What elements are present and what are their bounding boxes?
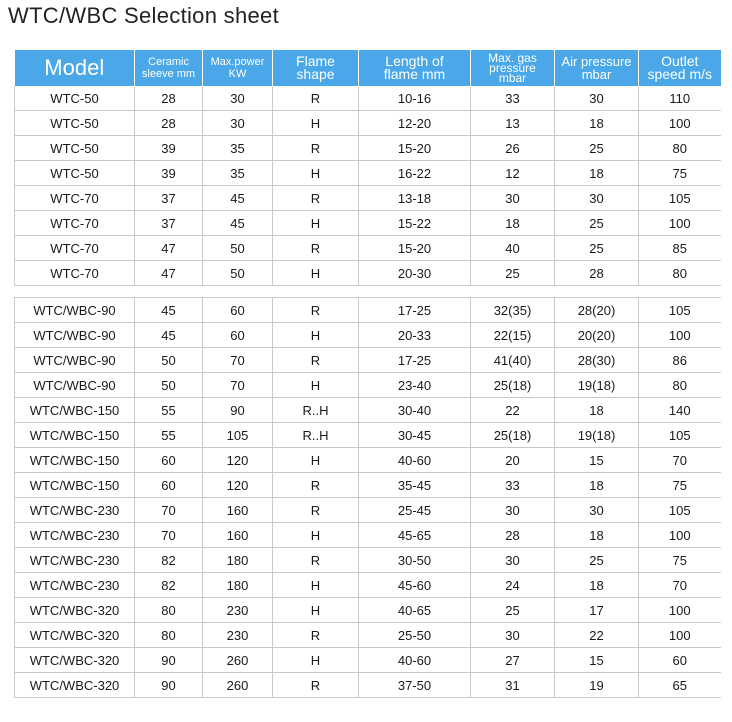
table-row xyxy=(15,261,721,286)
cell-outlet-speed: 110 xyxy=(639,86,721,111)
cell-outlet-speed: 75 xyxy=(639,161,721,186)
header-ceramic-line1: Ceramic xyxy=(148,56,189,68)
cell-flame-length: 30-45 xyxy=(359,423,471,448)
header-flame-length-line1: Length of xyxy=(385,53,444,69)
cell-flame-length: 15-22 xyxy=(359,211,471,236)
header-gas-line3: mbar xyxy=(498,71,527,85)
selection-table-container xyxy=(14,50,720,698)
cell-outlet-speed: 100 xyxy=(639,323,721,348)
cell-flame-shape: H xyxy=(273,211,359,236)
cell-flame-shape: R xyxy=(273,86,359,111)
cell-max-power: 160 xyxy=(203,523,273,548)
cell-flame-shape: H xyxy=(273,598,359,623)
header-outlet-line1: Outlet xyxy=(661,53,699,69)
cell-flame-shape: R..H xyxy=(273,423,359,448)
header-gas-line2: pressure xyxy=(489,61,536,75)
cell-flame-length: 45-65 xyxy=(359,523,471,548)
cell-outlet-speed: 70 xyxy=(639,448,721,473)
cell-ceramic-sleeve: 50 xyxy=(135,348,203,373)
table-header xyxy=(15,50,721,86)
cell-model: WTC-70 xyxy=(15,261,135,286)
cell-flame-shape: R..H xyxy=(273,398,359,423)
cell-flame-shape: H xyxy=(273,323,359,348)
cell-max-power: 120 xyxy=(203,448,273,473)
cell-model: WTC-70 xyxy=(15,236,135,261)
cell-flame-shape: H xyxy=(273,261,359,286)
cell-flame-shape: H xyxy=(273,523,359,548)
cell-air-pressure: 18 xyxy=(555,398,639,423)
cell-flame-length: 45-60 xyxy=(359,573,471,598)
table-row xyxy=(15,136,721,161)
cell-ceramic-sleeve: 60 xyxy=(135,473,203,498)
cell-max-power: 90 xyxy=(203,398,273,423)
cell-flame-length: 40-60 xyxy=(359,448,471,473)
cell-gas-pressure: 13 xyxy=(471,111,555,136)
cell-outlet-speed: 80 xyxy=(639,261,721,286)
cell-flame-shape: R xyxy=(273,236,359,261)
cell-max-power: 35 xyxy=(203,161,273,186)
cell-max-power: 60 xyxy=(203,298,273,323)
cell-air-pressure: 28(20) xyxy=(555,298,639,323)
table-row xyxy=(15,673,721,698)
cell-ceramic-sleeve: 45 xyxy=(135,298,203,323)
cell-ceramic-sleeve: 39 xyxy=(135,136,203,161)
cell-gas-pressure: 33 xyxy=(471,473,555,498)
cell-ceramic-sleeve: 28 xyxy=(135,86,203,111)
cell-flame-shape: R xyxy=(273,673,359,698)
header-row xyxy=(15,50,721,86)
cell-gas-pressure: 22(15) xyxy=(471,323,555,348)
header-power-line2: KW xyxy=(228,68,247,80)
cell-outlet-speed: 100 xyxy=(639,598,721,623)
table-row xyxy=(15,423,721,448)
cell-gas-pressure: 30 xyxy=(471,186,555,211)
header-air-line1: Air pressure xyxy=(561,54,632,69)
cell-max-power: 260 xyxy=(203,648,273,673)
cell-air-pressure: 18 xyxy=(555,111,639,136)
cell-flame-length: 40-60 xyxy=(359,648,471,673)
table-row xyxy=(15,161,721,186)
table-row xyxy=(15,523,721,548)
table-row xyxy=(15,573,721,598)
header-flame-shape xyxy=(273,50,359,86)
cell-ceramic-sleeve: 80 xyxy=(135,623,203,648)
cell-outlet-speed: 80 xyxy=(639,373,721,398)
header-flame-length-line2: flame mm xyxy=(383,66,446,82)
table-row xyxy=(15,373,721,398)
header-gas-line1: Max. gas xyxy=(488,51,537,65)
cell-air-pressure: 17 xyxy=(555,598,639,623)
cell-model: WTC/WBC-150 xyxy=(15,473,135,498)
cell-flame-shape: R xyxy=(273,623,359,648)
table-row xyxy=(15,211,721,236)
cell-max-power: 160 xyxy=(203,498,273,523)
cell-air-pressure: 19(18) xyxy=(555,373,639,398)
cell-outlet-speed: 70 xyxy=(639,573,721,598)
header-power-line1: Max.power xyxy=(210,56,265,68)
cell-outlet-speed: 85 xyxy=(639,236,721,261)
cell-ceramic-sleeve: 70 xyxy=(135,523,203,548)
cell-flame-shape: H xyxy=(273,648,359,673)
cell-flame-length: 15-20 xyxy=(359,136,471,161)
cell-max-power: 70 xyxy=(203,348,273,373)
cell-model: WTC/WBC-230 xyxy=(15,573,135,598)
cell-gas-pressure: 25 xyxy=(471,598,555,623)
cell-outlet-speed: 65 xyxy=(639,673,721,698)
cell-model: WTC/WBC-320 xyxy=(15,673,135,698)
cell-ceramic-sleeve: 39 xyxy=(135,161,203,186)
cell-flame-shape: R xyxy=(273,498,359,523)
cell-flame-shape: R xyxy=(273,548,359,573)
cell-air-pressure: 19 xyxy=(555,673,639,698)
cell-max-power: 35 xyxy=(203,136,273,161)
cell-outlet-speed: 80 xyxy=(639,136,721,161)
cell-max-power: 230 xyxy=(203,598,273,623)
cell-gas-pressure: 24 xyxy=(471,573,555,598)
header-ceramic-sleeve xyxy=(135,50,203,86)
cell-ceramic-sleeve: 50 xyxy=(135,373,203,398)
cell-max-power: 50 xyxy=(203,261,273,286)
group-separator xyxy=(15,286,721,298)
cell-ceramic-sleeve: 80 xyxy=(135,598,203,623)
cell-air-pressure: 30 xyxy=(555,86,639,111)
cell-ceramic-sleeve: 82 xyxy=(135,573,203,598)
cell-model: WTC/WBC-150 xyxy=(15,398,135,423)
table-row xyxy=(15,236,721,261)
cell-max-power: 50 xyxy=(203,236,273,261)
table-row xyxy=(15,548,721,573)
cell-model: WTC-70 xyxy=(15,186,135,211)
cell-gas-pressure: 33 xyxy=(471,86,555,111)
cell-outlet-speed: 100 xyxy=(639,623,721,648)
cell-flame-length: 25-50 xyxy=(359,623,471,648)
cell-flame-length: 20-33 xyxy=(359,323,471,348)
cell-air-pressure: 28 xyxy=(555,261,639,286)
table-body xyxy=(15,86,721,698)
cell-ceramic-sleeve: 37 xyxy=(135,211,203,236)
group-separator-cell xyxy=(15,286,721,298)
header-outlet-speed xyxy=(639,50,721,86)
cell-flame-shape: H xyxy=(273,573,359,598)
cell-max-power: 180 xyxy=(203,573,273,598)
cell-model: WTC/WBC-230 xyxy=(15,498,135,523)
cell-gas-pressure: 27 xyxy=(471,648,555,673)
cell-model: WTC-50 xyxy=(15,161,135,186)
cell-max-power: 30 xyxy=(203,111,273,136)
cell-air-pressure: 30 xyxy=(555,186,639,211)
cell-gas-pressure: 30 xyxy=(471,623,555,648)
table-row xyxy=(15,498,721,523)
cell-flame-length: 13-18 xyxy=(359,186,471,211)
cell-max-power: 45 xyxy=(203,186,273,211)
table-row xyxy=(15,323,721,348)
cell-model: WTC/WBC-320 xyxy=(15,598,135,623)
cell-gas-pressure: 25 xyxy=(471,261,555,286)
cell-air-pressure: 18 xyxy=(555,573,639,598)
cell-gas-pressure: 20 xyxy=(471,448,555,473)
cell-ceramic-sleeve: 47 xyxy=(135,236,203,261)
table-row xyxy=(15,298,721,323)
cell-flame-shape: H xyxy=(273,373,359,398)
cell-air-pressure: 15 xyxy=(555,648,639,673)
cell-max-power: 60 xyxy=(203,323,273,348)
cell-model: WTC/WBC-150 xyxy=(15,423,135,448)
cell-model: WTC-50 xyxy=(15,111,135,136)
cell-outlet-speed: 75 xyxy=(639,473,721,498)
cell-air-pressure: 25 xyxy=(555,236,639,261)
cell-ceramic-sleeve: 28 xyxy=(135,111,203,136)
table-row xyxy=(15,111,721,136)
cell-outlet-speed: 86 xyxy=(639,348,721,373)
cell-model: WTC/WBC-320 xyxy=(15,648,135,673)
cell-model: WTC/WBC-90 xyxy=(15,298,135,323)
cell-flame-length: 25-45 xyxy=(359,498,471,523)
cell-air-pressure: 25 xyxy=(555,548,639,573)
cell-max-power: 45 xyxy=(203,211,273,236)
cell-flame-length: 17-25 xyxy=(359,348,471,373)
sheet-title: WTC/WBC Selection sheet xyxy=(8,3,279,28)
cell-outlet-speed: 140 xyxy=(639,398,721,423)
cell-air-pressure: 19(18) xyxy=(555,423,639,448)
cell-ceramic-sleeve: 55 xyxy=(135,423,203,448)
cell-flame-length: 15-20 xyxy=(359,236,471,261)
header-outlet-line2: speed m/s xyxy=(647,66,713,82)
cell-flame-length: 40-65 xyxy=(359,598,471,623)
table-row xyxy=(15,598,721,623)
table-row xyxy=(15,186,721,211)
cell-outlet-speed: 100 xyxy=(639,523,721,548)
cell-flame-shape: H xyxy=(273,111,359,136)
cell-model: WTC/WBC-90 xyxy=(15,323,135,348)
cell-flame-length: 30-40 xyxy=(359,398,471,423)
cell-air-pressure: 28(30) xyxy=(555,348,639,373)
cell-ceramic-sleeve: 37 xyxy=(135,186,203,211)
header-ceramic-line2: sleeve mm xyxy=(141,68,196,80)
cell-ceramic-sleeve: 90 xyxy=(135,673,203,698)
cell-gas-pressure: 22 xyxy=(471,398,555,423)
cell-outlet-speed: 105 xyxy=(639,186,721,211)
cell-model: WTC/WBC-230 xyxy=(15,523,135,548)
cell-gas-pressure: 31 xyxy=(471,673,555,698)
cell-air-pressure: 18 xyxy=(555,473,639,498)
cell-model: WTC/WBC-90 xyxy=(15,373,135,398)
cell-max-power: 230 xyxy=(203,623,273,648)
cell-flame-shape: R xyxy=(273,348,359,373)
table-row xyxy=(15,348,721,373)
cell-flame-length: 10-16 xyxy=(359,86,471,111)
header-gas-pressure xyxy=(471,50,555,86)
cell-ceramic-sleeve: 90 xyxy=(135,648,203,673)
cell-flame-shape: H xyxy=(273,161,359,186)
cell-ceramic-sleeve: 70 xyxy=(135,498,203,523)
cell-gas-pressure: 30 xyxy=(471,548,555,573)
cell-air-pressure: 30 xyxy=(555,498,639,523)
cell-model: WTC/WBC-320 xyxy=(15,623,135,648)
table-row xyxy=(15,86,721,111)
header-flame-shape-line2: shape xyxy=(296,66,335,82)
cell-air-pressure: 25 xyxy=(555,211,639,236)
cell-max-power: 70 xyxy=(203,373,273,398)
cell-air-pressure: 15 xyxy=(555,448,639,473)
cell-outlet-speed: 75 xyxy=(639,548,721,573)
cell-flame-length: 16-22 xyxy=(359,161,471,186)
cell-gas-pressure: 12 xyxy=(471,161,555,186)
selection-table xyxy=(14,50,721,698)
cell-ceramic-sleeve: 60 xyxy=(135,448,203,473)
cell-ceramic-sleeve: 82 xyxy=(135,548,203,573)
cell-gas-pressure: 25(18) xyxy=(471,373,555,398)
cell-flame-length: 35-45 xyxy=(359,473,471,498)
cell-outlet-speed: 105 xyxy=(639,498,721,523)
cell-flame-length: 23-40 xyxy=(359,373,471,398)
cell-outlet-speed: 100 xyxy=(639,111,721,136)
cell-model: WTC/WBC-90 xyxy=(15,348,135,373)
cell-model: WTC/WBC-150 xyxy=(15,448,135,473)
cell-flame-shape: R xyxy=(273,136,359,161)
table-row xyxy=(15,448,721,473)
cell-model: WTC-50 xyxy=(15,86,135,111)
cell-max-power: 180 xyxy=(203,548,273,573)
header-max-power xyxy=(203,50,273,86)
header-flame-length xyxy=(359,50,471,86)
cell-gas-pressure: 40 xyxy=(471,236,555,261)
cell-air-pressure: 20(20) xyxy=(555,323,639,348)
header-model: Model xyxy=(15,50,135,86)
table-row xyxy=(15,648,721,673)
cell-max-power: 120 xyxy=(203,473,273,498)
cell-outlet-speed: 105 xyxy=(639,423,721,448)
cell-gas-pressure: 18 xyxy=(471,211,555,236)
header-air-pressure xyxy=(555,50,639,86)
cell-outlet-speed: 105 xyxy=(639,298,721,323)
cell-gas-pressure: 32(35) xyxy=(471,298,555,323)
cell-gas-pressure: 26 xyxy=(471,136,555,161)
cell-gas-pressure: 30 xyxy=(471,498,555,523)
table-row xyxy=(15,398,721,423)
cell-model: WTC-50 xyxy=(15,136,135,161)
cell-flame-shape: H xyxy=(273,448,359,473)
cell-max-power: 260 xyxy=(203,673,273,698)
cell-air-pressure: 18 xyxy=(555,523,639,548)
cell-model: WTC-70 xyxy=(15,211,135,236)
cell-air-pressure: 22 xyxy=(555,623,639,648)
cell-model: WTC/WBC-230 xyxy=(15,548,135,573)
cell-flame-length: 20-30 xyxy=(359,261,471,286)
cell-gas-pressure: 25(18) xyxy=(471,423,555,448)
cell-max-power: 105 xyxy=(203,423,273,448)
cell-flame-length: 17-25 xyxy=(359,298,471,323)
cell-ceramic-sleeve: 45 xyxy=(135,323,203,348)
table-row xyxy=(15,623,721,648)
cell-outlet-speed: 60 xyxy=(639,648,721,673)
cell-outlet-speed: 100 xyxy=(639,211,721,236)
cell-gas-pressure: 41(40) xyxy=(471,348,555,373)
cell-flame-shape: R xyxy=(273,186,359,211)
cell-air-pressure: 18 xyxy=(555,161,639,186)
cell-ceramic-sleeve: 55 xyxy=(135,398,203,423)
cell-flame-length: 30-50 xyxy=(359,548,471,573)
cell-ceramic-sleeve: 47 xyxy=(135,261,203,286)
header-flame-shape-line1: Flame xyxy=(296,53,335,69)
cell-air-pressure: 25 xyxy=(555,136,639,161)
cell-flame-shape: R xyxy=(273,298,359,323)
cell-flame-shape: R xyxy=(273,473,359,498)
cell-flame-length: 12-20 xyxy=(359,111,471,136)
cell-gas-pressure: 28 xyxy=(471,523,555,548)
cell-flame-length: 37-50 xyxy=(359,673,471,698)
header-air-line2: mbar xyxy=(581,67,612,82)
cell-max-power: 30 xyxy=(203,86,273,111)
table-row xyxy=(15,473,721,498)
